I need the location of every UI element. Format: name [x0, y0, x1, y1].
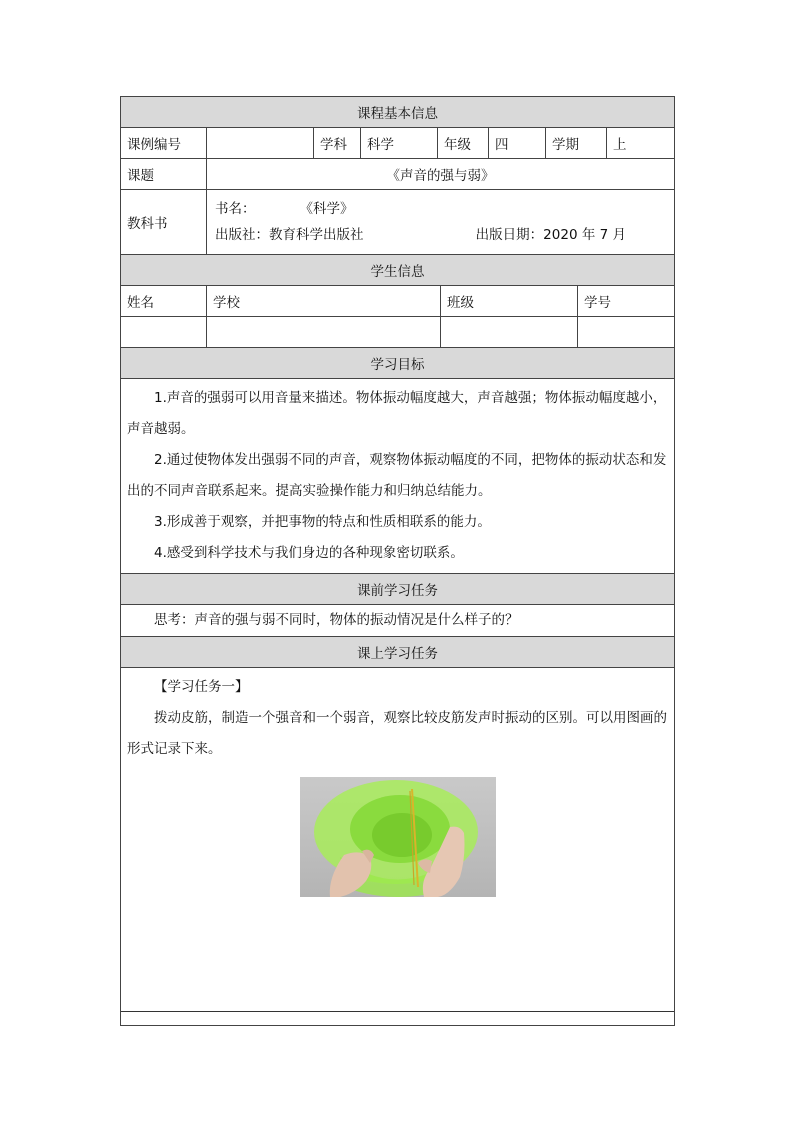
pre-class-question: 思考：声音的强与弱不同时，物体的振动情况是什么样子的？	[154, 612, 519, 628]
student-no-field[interactable]	[578, 317, 675, 348]
grade-value: 四	[489, 128, 546, 159]
topic-label: 课题	[121, 159, 207, 190]
in-class-table	[120, 636, 675, 1026]
name-label: 姓名	[121, 286, 207, 317]
task-title: 【学习任务一】	[154, 679, 249, 695]
course-info-table	[120, 96, 675, 255]
school-field[interactable]	[207, 317, 441, 348]
subject-label: 学科	[314, 128, 361, 159]
subject-value: 科学	[361, 128, 438, 159]
pre-class-header: 课前学习任务	[121, 574, 675, 605]
drawing-area[interactable]	[121, 897, 674, 1025]
grade-label: 年级	[438, 128, 489, 159]
goal-item: 3.形成善于观察，并把事物的特点和性质相联系的能力。	[154, 514, 491, 530]
book-name-label: 书名：	[215, 201, 256, 217]
student-no-label: 学号	[578, 286, 675, 317]
publisher-line	[215, 222, 666, 248]
class-label: 班级	[441, 286, 578, 317]
rubber-band-bowl-photo	[300, 777, 496, 897]
topic-value: 《声音的强与弱》	[207, 159, 675, 190]
bowl-illustration	[300, 777, 496, 897]
book-name-line	[215, 196, 666, 222]
class-field[interactable]	[441, 317, 578, 348]
lesson-no-label: 课例编号	[121, 128, 207, 159]
lesson-no-value	[207, 128, 314, 159]
name-field[interactable]	[121, 317, 207, 348]
goals-table	[120, 347, 675, 574]
in-class-header: 课上学习任务	[121, 637, 675, 668]
goal-item: 1.声音的强弱可以用音量来描述。物体振动幅度越大，声音越强；物体振动幅度越小，声音越弱。	[127, 390, 667, 437]
in-class-body	[121, 668, 675, 1026]
task-text: 拨动皮筋，制造一个强音和一个弱音，观察比较皮筋发声时振动的区别。可以用图画的形式记录下来。	[127, 710, 667, 757]
goals-header: 学习目标	[121, 348, 675, 379]
textbook-label: 教科书	[121, 190, 207, 255]
publisher: 出版社：教育科学出版社	[215, 227, 364, 243]
student-info-header: 学生信息	[121, 255, 675, 286]
goal-item: 4.感受到科学技术与我们身边的各种现象密切联系。	[154, 545, 464, 561]
book-name-value: 《科学》	[299, 201, 354, 217]
pre-class-body	[121, 605, 675, 637]
pre-class-table	[120, 573, 675, 637]
goals-body	[121, 379, 675, 574]
goal-item: 2.通过使物体发出强弱不同的声音，观察物体振动幅度的不同，把物体的振动状态和发出的不同声音联系起来。提高实验操作能力和归纳总结能力。	[127, 452, 667, 499]
student-info-table	[120, 254, 675, 348]
term-label: 学期	[546, 128, 607, 159]
textbook-details	[207, 190, 675, 255]
publish-date: 出版日期：2020 年 7 月	[475, 227, 626, 243]
course-info-header: 课程基本信息	[121, 97, 675, 128]
school-label: 学校	[207, 286, 441, 317]
lesson-worksheet	[120, 96, 675, 1012]
term-value: 上	[607, 128, 675, 159]
